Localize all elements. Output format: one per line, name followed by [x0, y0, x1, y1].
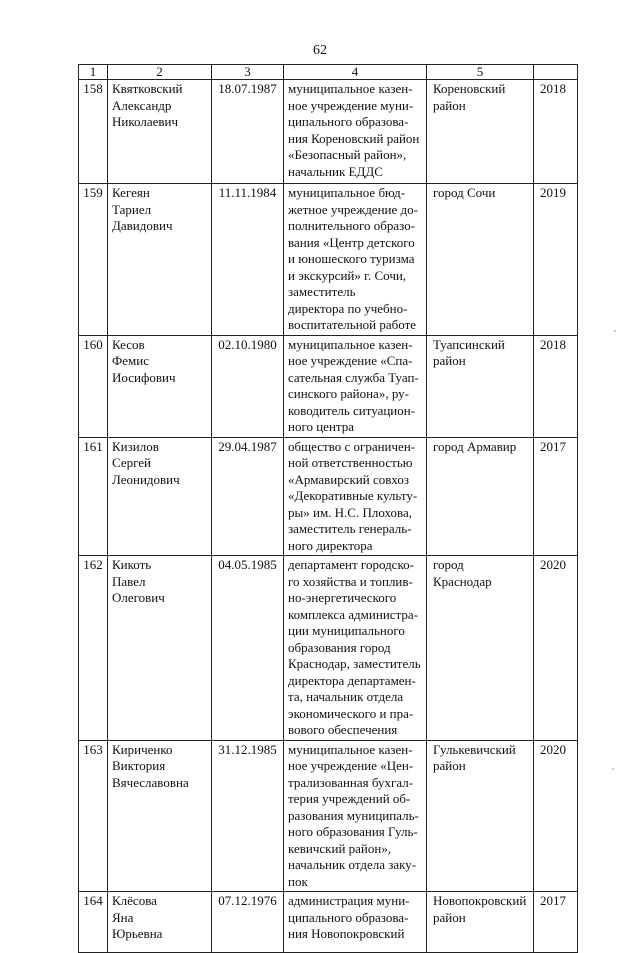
position-cell-line: ния Кореновский район	[288, 130, 420, 146]
header-row	[79, 65, 578, 80]
full-name-cell	[108, 184, 212, 336]
header-cell-3: 3	[212, 65, 284, 80]
full-name-cell-line: Яна	[112, 909, 134, 925]
register-table-body	[79, 65, 578, 953]
position-cell-line: директора по учебно-	[288, 300, 408, 316]
header-cell-6	[534, 65, 578, 80]
position-cell-line: разования муниципаль-	[288, 807, 419, 823]
position-cell-line: муниципальное бюд-	[288, 185, 406, 200]
scan-speck	[614, 330, 616, 332]
region-cell	[427, 335, 534, 437]
position-cell-line: «Безопасный район»,	[288, 147, 407, 162]
position-cell-line: синского района», ру-	[288, 386, 409, 401]
position-cell-line: сательная служба Туап-	[288, 369, 419, 385]
row-number-cell: 162	[79, 556, 108, 741]
position-cell-line: ципального образова-	[288, 909, 409, 925]
position-cell-line: «Армавирский совхоз	[288, 471, 409, 487]
region-cell-line: Краснодар	[433, 573, 492, 589]
region-cell	[427, 437, 534, 556]
full-name-cell	[108, 556, 212, 741]
position-cell-line: образования город	[288, 639, 391, 655]
position-cell	[284, 80, 427, 184]
position-cell-line: вового обеспечения	[288, 722, 398, 737]
year-cell: 2018	[534, 80, 578, 184]
position-cell-line: «Декоративные культу-	[288, 488, 418, 503]
scan-speck	[612, 768, 614, 770]
header-cell-4: 4	[284, 65, 427, 80]
full-name-cell-line: Олегович	[112, 590, 165, 605]
position-cell-line: начальник ЕДДС	[288, 163, 383, 179]
year-cell: 2019	[534, 184, 578, 336]
year-cell: 2020	[534, 740, 578, 892]
region-cell-line: город Сочи	[433, 185, 496, 200]
position-cell-line: терия учреждений об-	[288, 791, 411, 806]
full-name-cell-line: Николаевич	[112, 114, 178, 129]
position-cell	[284, 556, 427, 741]
position-cell-line: директора департамен-	[288, 672, 416, 688]
full-name-cell	[108, 740, 212, 892]
position-cell	[284, 740, 427, 892]
region-cell-line: Гулькевичский	[433, 741, 516, 757]
row-number-cell: 159	[79, 184, 108, 336]
position-cell-line: полнительного образо-	[288, 218, 416, 233]
full-name-cell-line: Сергей	[112, 455, 151, 470]
position-cell-line: ное учреждение муни-	[288, 97, 414, 113]
position-cell-line: ции муниципального	[288, 623, 405, 638]
position-cell-line: муниципальное казен-	[288, 336, 413, 352]
position-cell-line: ния Новопокровский	[288, 926, 405, 941]
region-cell-line: район	[433, 909, 466, 925]
row-number-cell: 161	[79, 437, 108, 556]
table-row	[79, 892, 578, 953]
full-name-cell-line: Вячеславовна	[112, 774, 189, 790]
position-cell-line: трализованная бухгал-	[288, 774, 414, 790]
position-cell-line: ры» им. Н.С. Плохова,	[288, 504, 413, 520]
position-cell-line: комплекса администра-	[288, 606, 418, 622]
full-name-cell	[108, 335, 212, 437]
position-cell-line: администрация муни-	[288, 893, 410, 908]
table-row	[79, 335, 578, 437]
position-cell-line: Краснодар, заместитель	[288, 656, 421, 671]
position-cell-line: ного директора	[288, 537, 373, 553]
position-cell-line: го хозяйства и топлив-	[288, 573, 413, 589]
row-number-cell: 163	[79, 740, 108, 892]
full-name-cell-line: Кизилов	[112, 438, 159, 454]
full-name-cell-line: Тариел	[112, 201, 152, 217]
full-name-cell-line: Иосифович	[112, 369, 176, 385]
region-cell-line: район	[433, 758, 466, 773]
full-name-cell-line: Кесов	[112, 336, 145, 352]
region-cell	[427, 184, 534, 336]
position-cell	[284, 184, 427, 336]
full-name-cell	[108, 892, 212, 953]
table-row	[79, 437, 578, 556]
position-cell-line: ной ответственностью	[288, 455, 413, 470]
header-cell-2: 2	[108, 65, 212, 80]
header-cell-5: 5	[427, 65, 534, 80]
position-cell	[284, 437, 427, 556]
region-cell-line: город Армавир	[433, 438, 517, 454]
full-name-cell-line: Виктория	[112, 758, 166, 773]
position-cell-line: общество с ограничен-	[288, 438, 416, 454]
position-cell-line: кевичский район»,	[288, 840, 392, 856]
region-cell	[427, 556, 534, 741]
position-cell-line: муниципальное казен-	[288, 81, 413, 96]
birth-date-cell: 18.07.1987	[212, 80, 284, 184]
region-cell-line: Кореновский	[433, 81, 506, 96]
full-name-cell-line: Леонидович	[112, 471, 180, 487]
full-name-cell-line: Клёсова	[112, 893, 157, 908]
year-cell: 2018	[534, 335, 578, 437]
position-cell-line: вания «Центр детского	[288, 234, 415, 250]
table-row	[79, 556, 578, 741]
position-cell-line: экономического и пра-	[288, 705, 414, 721]
table-row	[79, 740, 578, 892]
position-cell-line: жетное учреждение до-	[288, 201, 418, 217]
position-cell-line: муниципальное казен-	[288, 741, 413, 757]
region-cell	[427, 892, 534, 953]
position-cell-line: начальник отдела заку-	[288, 857, 417, 872]
position-cell	[284, 892, 427, 953]
position-cell-line: и юношеского туризма	[288, 251, 415, 266]
region-cell-line: район	[433, 353, 466, 368]
year-cell: 2017	[534, 892, 578, 953]
full-name-cell-line: Кегеян	[112, 185, 150, 200]
full-name-cell-line: Александр	[112, 97, 172, 113]
birth-date-cell: 31.12.1985	[212, 740, 284, 892]
birth-date-cell: 29.04.1987	[212, 437, 284, 556]
region-cell-line: Новопокровский	[433, 893, 527, 908]
row-number-cell: 158	[79, 80, 108, 184]
full-name-cell-line: Кикоть	[112, 557, 152, 572]
region-cell-line: город	[433, 557, 464, 572]
position-cell-line: ного центра	[288, 419, 355, 434]
page-number: 62	[313, 43, 327, 58]
header-cell-1: 1	[79, 65, 108, 80]
full-name-cell-line: Юрьевна	[112, 926, 163, 941]
position-cell-line: заместитель	[288, 284, 356, 299]
position-cell-line: но-энергетического	[288, 590, 397, 605]
position-cell-line: ководитель ситуацион-	[288, 402, 416, 418]
full-name-cell-line: Кириченко	[112, 741, 173, 757]
full-name-cell-line: Квятковский	[112, 81, 183, 96]
full-name-cell-line: Фемис	[112, 353, 149, 368]
full-name-cell	[108, 437, 212, 556]
position-cell	[284, 335, 427, 437]
position-cell-line: та, начальник отдела	[288, 689, 404, 704]
position-cell-line: заместитель генераль-	[288, 521, 412, 536]
region-cell-line: район	[433, 97, 466, 113]
register-table	[78, 64, 578, 953]
row-number-cell: 164	[79, 892, 108, 953]
row-number-cell: 160	[79, 335, 108, 437]
full-name-cell	[108, 80, 212, 184]
region-cell	[427, 740, 534, 892]
table-row	[79, 80, 578, 184]
birth-date-cell: 04.05.1985	[212, 556, 284, 741]
full-name-cell-line: Павел	[112, 573, 146, 589]
year-cell: 2017	[534, 437, 578, 556]
position-cell-line: ного образования Гуль-	[288, 824, 418, 839]
table-row	[79, 184, 578, 336]
birth-date-cell: 07.12.1976	[212, 892, 284, 953]
position-cell-line: ное учреждение «Спа-	[288, 353, 413, 368]
birth-date-cell: 02.10.1980	[212, 335, 284, 437]
position-cell-line: департамент городско-	[288, 557, 414, 572]
region-cell	[427, 80, 534, 184]
region-cell-line: Туапсинский	[433, 336, 505, 352]
position-cell-line: воспитательной работе	[288, 317, 417, 332]
full-name-cell-line: Давидович	[112, 218, 173, 233]
position-cell-line: и экскурсий» г. Сочи,	[288, 267, 407, 283]
position-cell-line: ципального образова-	[288, 114, 409, 129]
year-cell: 2020	[534, 556, 578, 741]
position-cell-line: ное учреждение «Цен-	[288, 758, 414, 773]
birth-date-cell: 11.11.1984	[212, 184, 284, 336]
position-cell-line: пок	[288, 873, 308, 889]
